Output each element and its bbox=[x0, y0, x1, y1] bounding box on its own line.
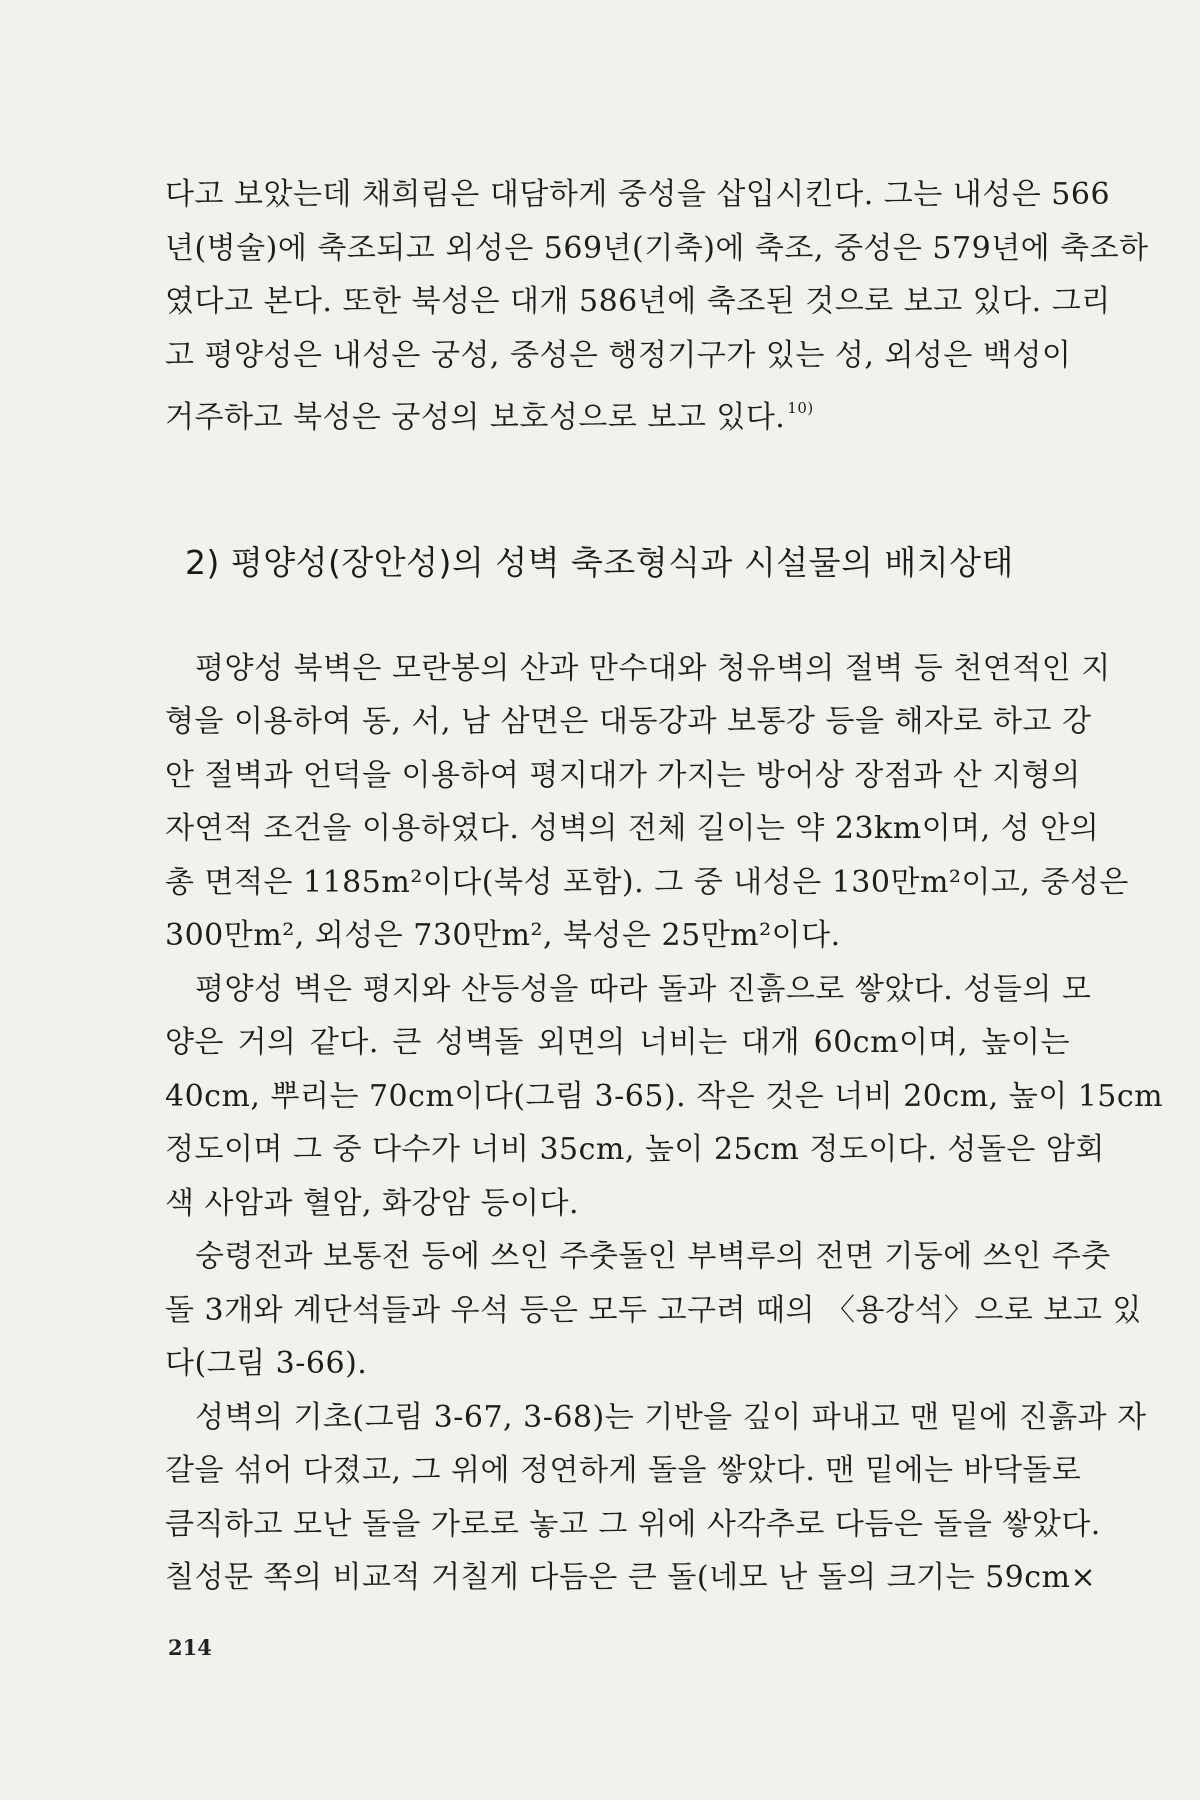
intro-paragraph bbox=[165, 168, 1149, 445]
text-line: 성벽의 기초(그림 3-67, 3-68)는 기반을 깊이 파내고 맨 밑에 진흙과 자 bbox=[195, 1399, 1147, 1435]
text-line: 300만m², 외성은 730만m², 북성은 25만m²이다. bbox=[165, 918, 841, 953]
text-line: 고 평양성은 내성은 궁성, 중성은 행정기구가 있는 성, 외성은 백성이 bbox=[165, 337, 1072, 373]
text-line: 자연적 조건을 이용하였다. 성벽의 전체 길이는 약 23km이며, 성 안의 bbox=[165, 811, 1100, 846]
footnote-marker: 10) bbox=[787, 399, 814, 417]
body-paragraph-4 bbox=[165, 1391, 1147, 1605]
text-line: 큼직하고 모난 돌을 가로로 놓고 그 위에 사각추로 다듬은 돌을 쌓았다. bbox=[165, 1506, 1101, 1542]
text-line: 다고 보았는데 채희림은 대담하게 중성을 삽입시킨다. 그는 내성은 566 bbox=[165, 177, 1111, 212]
text-line: 돌 3개와 계단석들과 우석 등은 모두 고구려 때의 〈용강석〉으로 보고 있 bbox=[165, 1292, 1142, 1328]
page-body bbox=[165, 168, 1164, 1605]
text-line: 정도이며 그 중 다수가 너비 35cm, 높이 25cm 정도이다. 성돌은 암회 bbox=[165, 1132, 1105, 1167]
text-line: 갈을 섞어 다졌고, 그 위에 정연하게 돌을 쌓았다. 맨 밑에는 바닥돌로 bbox=[165, 1453, 1082, 1488]
text-line bbox=[165, 382, 1070, 445]
text-line: 다(그림 3-66). bbox=[165, 1346, 368, 1381]
text-line: 형을 이용하여 동, 서, 남 삼면은 대동강과 보통강 등을 해자로 하고 강 bbox=[165, 704, 1092, 739]
body-paragraph-1 bbox=[165, 642, 1129, 963]
text-line: 였다고 본다. 또한 북성은 대개 586년에 축조된 것으로 보고 있다. 그리 bbox=[165, 284, 1111, 319]
text-line: 년(병술)에 축조되고 외성은 569년(기축)에 축조, 중성은 579년에 축조하 bbox=[165, 230, 1149, 266]
section-heading: 2) 평양성(장안성)의 성벽 축조형식과 시설물의 배치상태 bbox=[185, 542, 1014, 582]
text-line: 총 면적은 1185m²이다(북성 포함). 그 중 내성은 130만m²이고, 중성은 bbox=[165, 864, 1129, 900]
body-paragraph-2 bbox=[165, 963, 1164, 1231]
text-line: 평양성 북벽은 모란봉의 산과 만수대와 청유벽의 절벽 등 천연적인 지 bbox=[195, 650, 1111, 686]
text-line: 색 사암과 혈암, 화강암 등이다. bbox=[165, 1185, 579, 1221]
text-line: 40cm, 뿌리는 70cm이다(그림 3-65). 작은 것은 너비 20cm, 높이 15cm bbox=[165, 1078, 1164, 1114]
body-paragraph-3 bbox=[165, 1230, 1142, 1391]
text-line: 안 절벽과 언덕을 이용하여 평지대가 가지는 방어상 장점과 산 지형의 bbox=[165, 757, 1081, 793]
text-line: 칠성문 쪽의 비교적 거칠게 다듬은 큰 돌(네모 난 돌의 크기는 59cm× bbox=[165, 1560, 1097, 1595]
page-number: 214 bbox=[168, 1635, 212, 1660]
text-line: 양은 거의 같다. 큰 성벽돌 외면의 너비는 대개 60cm이며, 높이는 bbox=[165, 1025, 1070, 1060]
text-line-content: 거주하고 북성은 궁성의 보호성으로 보고 있다. bbox=[165, 400, 786, 435]
text-line: 숭령전과 보통전 등에 쓰인 주춧돌인 부벽루의 전면 기둥에 쓰인 주춧 bbox=[195, 1239, 1111, 1274]
text-line: 평양성 벽은 평지와 산등성을 따라 돌과 진흙으로 쌓았다. 성들의 모 bbox=[195, 971, 1092, 1007]
